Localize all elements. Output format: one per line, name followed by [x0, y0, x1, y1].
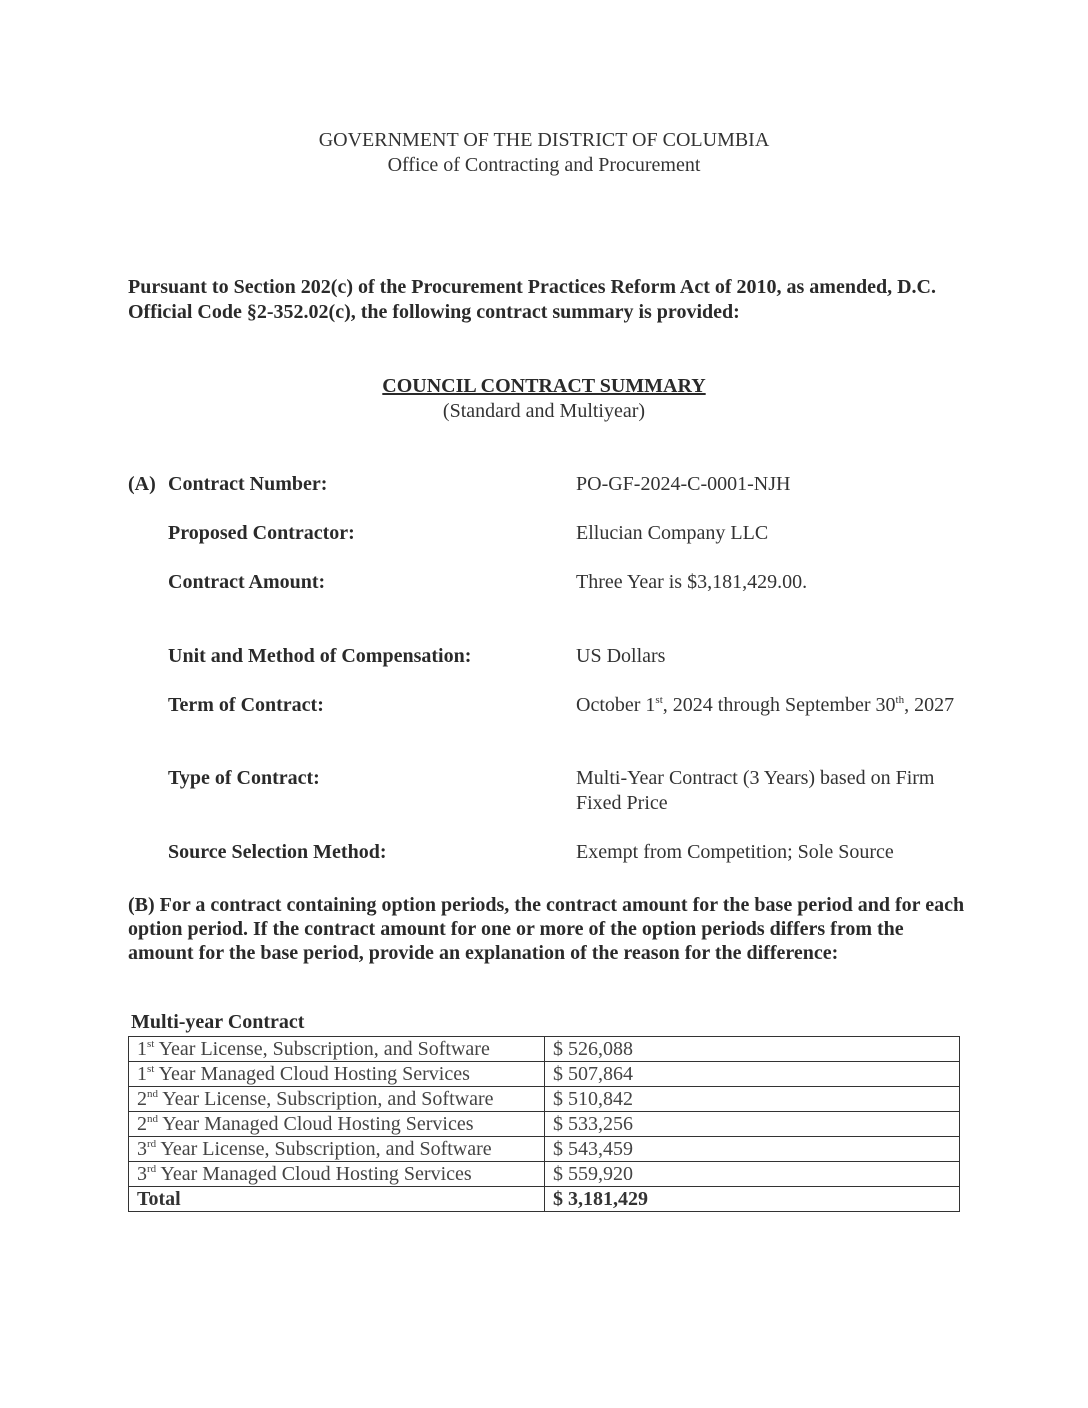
row-description-text: Year Managed Cloud Hosting Services: [154, 1062, 470, 1085]
row-description-text: Year Managed Cloud Hosting Services: [156, 1162, 472, 1185]
table-row: [129, 1162, 960, 1187]
cost-table-body: [129, 1037, 960, 1187]
row-year-number: 2: [137, 1087, 147, 1110]
row-description: [129, 1137, 545, 1162]
summary-title-block: [0, 374, 1088, 424]
row-amount: $ 543,459: [545, 1137, 960, 1162]
unit-method-value: US Dollars: [576, 645, 666, 667]
cost-table: [128, 1036, 960, 1212]
table-row: [129, 1137, 960, 1162]
row-year-suffix: nd: [147, 1087, 158, 1100]
table-title: Multi-year Contract: [131, 1011, 305, 1033]
row-description: [129, 1162, 545, 1187]
section-a-prefix: (A): [128, 473, 156, 495]
row-description-text: Year License, Subscription, and Software: [158, 1087, 494, 1110]
row-amount: $ 507,864: [545, 1062, 960, 1087]
contract-number-value: PO-GF-2024-C-0001-NJH: [576, 473, 791, 495]
term-value: [576, 693, 956, 718]
row-description-text: Year License, Subscription, and Software: [154, 1037, 490, 1060]
contract-type-value: Multi-Year Contract (3 Years) based on Firm Fixed Price: [576, 767, 935, 814]
source-selection-label: Source Selection Method:: [168, 841, 387, 863]
term-part1: October 1: [576, 694, 656, 716]
row-year-suffix: nd: [147, 1112, 158, 1125]
row-year-number: 1: [137, 1062, 147, 1085]
row-description: [129, 1112, 545, 1137]
contract-type-label: Type of Contract:: [168, 767, 320, 789]
total-amount: $ 3,181,429: [545, 1187, 960, 1212]
row-year-number: 3: [137, 1137, 147, 1160]
source-selection-value: Exempt from Competition; Sole Source: [576, 841, 894, 863]
table-row: [129, 1062, 960, 1087]
term-part2: , 2024 through September 30: [662, 694, 896, 716]
document-header: [0, 128, 1088, 178]
term-sup2: th: [895, 694, 905, 706]
row-description: [129, 1087, 545, 1112]
row-description: [129, 1037, 545, 1062]
term-label: Term of Contract:: [168, 694, 324, 716]
row-year-suffix: rd: [147, 1137, 157, 1150]
row-amount: $ 533,256: [545, 1112, 960, 1137]
contract-number-label: Contract Number:: [168, 473, 328, 495]
row-amount: $ 510,842: [545, 1087, 960, 1112]
row-year-number: 3: [137, 1162, 147, 1185]
header-office: Office of Contracting and Procurement: [387, 154, 701, 176]
row-year-suffix: rd: [147, 1162, 157, 1175]
row-year-number: 1: [137, 1037, 147, 1060]
row-description-text: Year Managed Cloud Hosting Services: [158, 1112, 474, 1135]
table-row: [129, 1112, 960, 1137]
total-label: Total: [129, 1187, 545, 1212]
term-part3: , 2027: [904, 694, 955, 716]
row-year-suffix: st: [147, 1062, 155, 1075]
contract-amount-label: Contract Amount:: [168, 571, 326, 593]
summary-subtitle: (Standard and Multiyear): [442, 400, 646, 422]
row-description-text: Year License, Subscription, and Software: [156, 1137, 492, 1160]
row-year-suffix: st: [147, 1037, 155, 1050]
contract-amount-value: Three Year is $3,181,429.00.: [576, 571, 808, 593]
term-sup1: st: [655, 694, 663, 706]
row-year-number: 2: [137, 1112, 147, 1135]
header-government: GOVERNMENT OF THE DISTRICT OF COLUMBIA: [318, 129, 770, 151]
row-amount: $ 559,920: [545, 1162, 960, 1187]
table-row: [129, 1037, 960, 1062]
proposed-contractor-label: Proposed Contractor:: [168, 522, 355, 544]
unit-method-label: Unit and Method of Compensation:: [168, 645, 472, 667]
row-amount: $ 526,088: [545, 1037, 960, 1062]
row-description: [129, 1062, 545, 1087]
proposed-contractor-value: Ellucian Company LLC: [576, 522, 769, 544]
table-total-row: [129, 1187, 960, 1212]
table-row: [129, 1087, 960, 1112]
summary-title: COUNCIL CONTRACT SUMMARY: [382, 375, 706, 397]
intro-paragraph: Pursuant to Section 202(c) of the Procurement Practices Reform Act of 2010, as amended, D.C. Official Code §2-352.02(c), the following contract summary is provided:: [128, 276, 936, 323]
section-b-paragraph: (B) For a contract containing option periods, the contract amount for the base period and for each option period. If the contract amount for one or more of the option periods differs from the amount for the base period, provide an explanation of the reason for the difference:: [128, 894, 965, 964]
